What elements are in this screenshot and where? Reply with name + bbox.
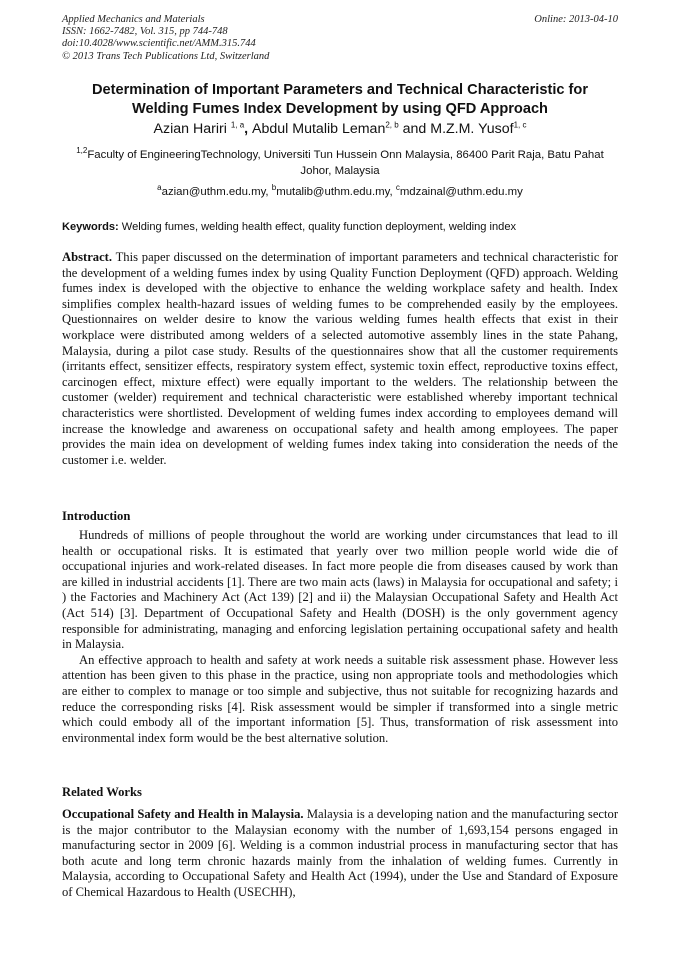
- journal-header: [62, 14, 618, 63]
- keywords: [62, 220, 618, 235]
- affiliation-text: Faculty of EngineeringTechnology, Universiti Tun Hussein Onn Malaysia, 86400 Parit Raja, Batu Pahat Johor, Malaysia: [87, 149, 604, 177]
- email-link[interactable]: mutalib@uthm.edu.my,: [276, 186, 396, 198]
- doi-line: doi:10.4028/www.scientific.net/AMM.315.744: [62, 38, 256, 50]
- paragraph: Hundreds of millions of people throughout the world are working under circumstances that lead to ill health or occupational risks. It is estimated that yearly over two million people world wide die of occupational injuries and work-related diseases. In fact more people die from diseases caused by work than are killed in industrial accidents [1]. There are two main acts (laws) in Malaysia for occupational and safety; i ) the Factories and Machinery Act (Act 139) [2] and ii) the Malaysian Occupational Safety and Health Act (Act 514) [3]. Department of Occupational Safety and Health (DOSH) is the only government agency responsible for administrating, managing and enforcing legislation pertaining occupational safety and health in Malaysia.: [62, 528, 618, 652]
- online-date: Online: 2013-04-10: [534, 14, 618, 25]
- journal-name: Applied Mechanics and Materials: [62, 14, 205, 25]
- author-name: M.Z.M. Yusof: [430, 121, 514, 137]
- author-separator: ,: [244, 121, 253, 137]
- email-link[interactable]: mdzainal@uthm.edu.my: [399, 186, 523, 198]
- author-emails: [62, 185, 618, 200]
- affiliation-mark: 1,2: [76, 146, 88, 156]
- keywords-text: Welding fumes, welding health effect, quality function deployment, welding index: [118, 221, 517, 233]
- abstract-text: This paper discussed on the determination of important parameters and technical characteristic for the development of a welding fumes index by using Quality Function Deployment (QFD) approach. Welding fumes index is developed with the objective to enhance the welding workplace safety and health. Index simplifies complex health-hazard issues of welding fumes to be comprehended easily by the employees. Questionnaires on welder desire to know the various welding fumes health effects that exist in their workplace were distributed among welders of a selected automotive assembly lines in the state Pahang, Malaysia, during a pilot case study. Results of the questionnaires show that all the customer requirements (irritants effect, sensitizer effects, respiratory system effect, systemic toxin effect, reproductive toxins effect, carcinogen effect, mixture effect) were equally important to the welders. The relationship between the customer (welder) requirement and technical characteristic were established whereby important technical characteristics were shortlisted. Development of welding fumes index according to employees demand will increase the knowledge and awareness on occupational safety and health among employees. The paper provides the main idea on development of welding fumes index taking into consideration the needs of the customer i.e. welder.: [62, 250, 618, 467]
- email-mark: b: [271, 183, 277, 193]
- abstract: [62, 250, 618, 468]
- related-works-heading: Related Works: [62, 785, 142, 799]
- author-affiliation-mark: 1, c: [513, 120, 527, 130]
- subsection-label: Occupational Safety and Health in Malaysia.: [62, 807, 304, 821]
- paragraph: An effective approach to health and safety at work needs a suitable risk assessment phase. However less attention has been given to this phase in the practice, using non appropriate tools and methodologies which are either to complex to manage or too simple and subjective, thus not suitable for recognizing hazards and reduce the corresponding risks [4]. Risk assessment would be simpler if transformed into a single metric which could embody all of the important information [5]. Thus, transformation of risk assessment into environmental index form would be the best alternative solution.: [62, 652, 618, 745]
- author-name: Abdul Mutalib Leman: [252, 121, 386, 137]
- abstract-label: Abstract.: [62, 250, 113, 264]
- affiliation: [62, 148, 618, 179]
- author-name: Azian Hariri: [153, 121, 227, 137]
- introduction-heading: Introduction: [62, 509, 131, 523]
- related-works-body: [62, 807, 618, 901]
- author-list: [62, 120, 618, 138]
- email-mark: a: [157, 183, 162, 193]
- issn-line: ISSN: 1662-7482, Vol. 315, pp 744-748: [62, 26, 228, 38]
- author-separator: and: [398, 121, 431, 137]
- email-link[interactable]: azian@uthm.edu.my,: [161, 186, 272, 198]
- keywords-label: Keywords:: [62, 221, 119, 233]
- copyright-line: © 2013 Trans Tech Publications Ltd, Switzerland: [62, 50, 270, 62]
- author-affiliation-mark: 2, b: [385, 120, 399, 130]
- paragraph: Malaysia is a developing nation and the manufacturing sector is the major contributor to the Malaysian economy with the number of 1,693,154 persons engaged in manufacturing sector in 2009 [6]. Welding is a common industrial process in manufacturing sector that has both acute and long term chronic hazards mainly from the inhalation of welding fumes. Currently in Malaysia, according to Occupational Safety and Health Act (1994), under the Use and Standard of Exposure of Chemical Hazardous to Health (USECHH),: [62, 807, 619, 899]
- introduction-body: [62, 528, 618, 746]
- email-mark: c: [395, 183, 400, 193]
- paper-title: Determination of Important Parameters and Technical Characteristic for Welding Fumes Index Development by using QFD Approach: [91, 82, 589, 117]
- author-affiliation-mark: 1, a: [230, 120, 245, 130]
